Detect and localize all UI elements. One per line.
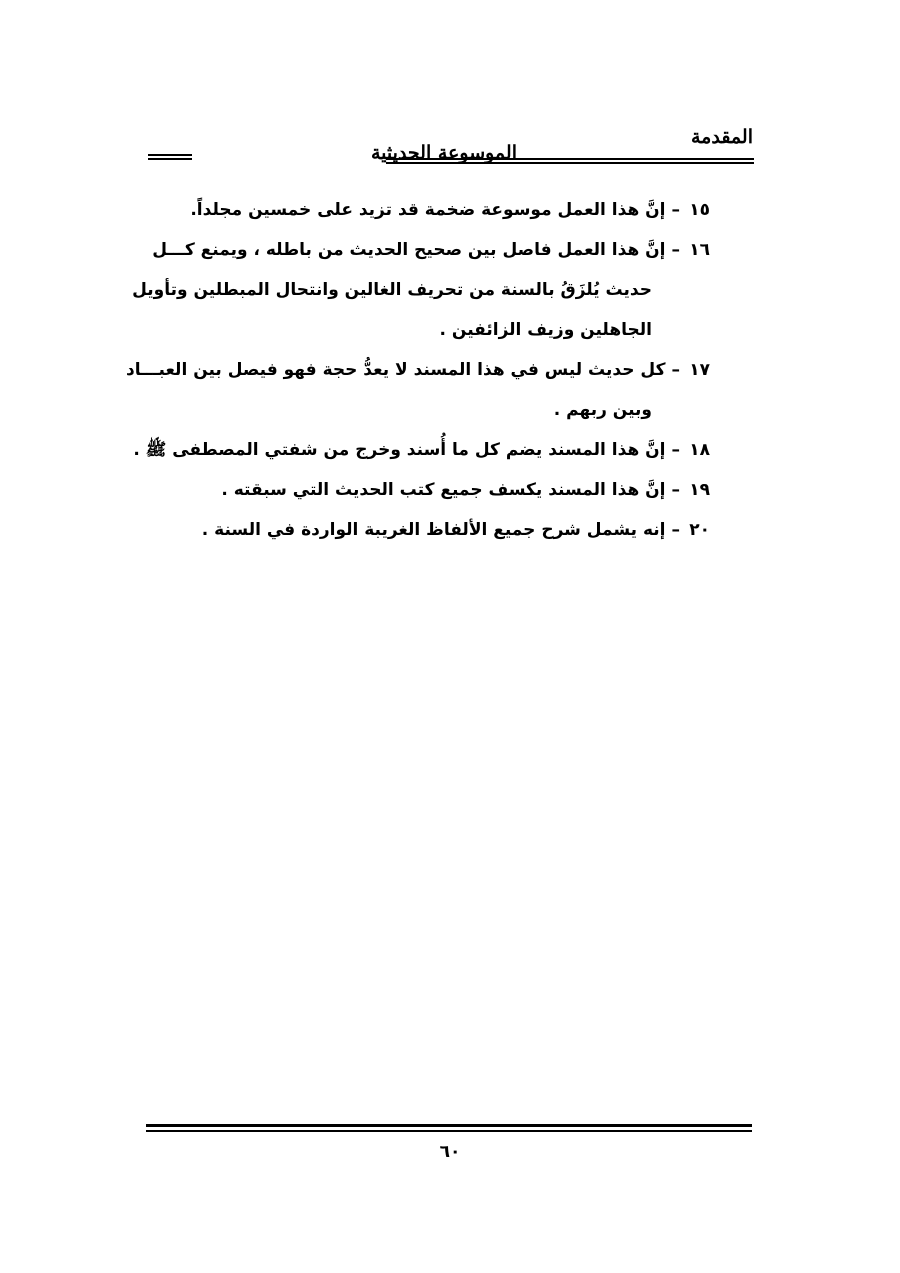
list-item-20 — [148, 510, 710, 550]
item-text: إنَّ هذا العمل موسوعة ضخمة قد تزيد على خمسين مجلداً. — [190, 200, 666, 220]
item-first-line — [133, 430, 710, 470]
item-text: إنَّ هذا المسند يكسف جميع كتب الحديث التي سبقته . — [221, 480, 666, 500]
item-first-line — [148, 190, 710, 230]
item-first-line — [148, 230, 710, 270]
item-continuation-line: وبين ربهم . — [553, 400, 652, 420]
item-list — [125, 190, 710, 550]
item-number: ١٦ — [689, 240, 710, 260]
list-item-17 — [125, 350, 710, 430]
list-item-16 — [132, 230, 710, 350]
item-dash: – — [671, 520, 680, 540]
item-dash: – — [671, 200, 680, 220]
item-dash: – — [671, 480, 680, 500]
item-first-line — [125, 350, 710, 390]
item-text: كل حديث ليس في هذا المسند لا يعدُّ حجة فهو فيصل بين العبـــاد — [125, 360, 666, 380]
book-title: الموسوعة الحديثية — [371, 142, 517, 164]
item-first-line — [148, 510, 710, 550]
item-dash: – — [671, 360, 680, 380]
page-number: ٦٠ — [439, 1142, 461, 1162]
item-continuation-line: حديث يُلزَقُ بالسنة من تحريف الغالين وانتحال المبطلين وتأويل — [132, 280, 652, 300]
item-number: ١٩ — [689, 480, 710, 500]
item-dash: – — [671, 440, 680, 460]
item-dash: – — [671, 240, 680, 260]
page-header — [148, 118, 753, 170]
item-number: ٢٠ — [689, 520, 710, 540]
list-item-19 — [148, 470, 710, 510]
footer-rule — [146, 1124, 752, 1127]
item-number: ١٧ — [689, 360, 710, 380]
item-number: ١٨ — [689, 440, 710, 460]
item-first-line — [148, 470, 710, 510]
list-item-18 — [133, 430, 710, 470]
header-rule-short — [148, 154, 192, 156]
item-text: إنه يشمل شرح جميع الألفاظ الغريبة الواردة في السنة . — [201, 520, 666, 540]
list-item-15 — [148, 190, 710, 230]
item-continuation-line: الجاهلين وزيف الزائفين . — [439, 320, 652, 340]
item-text: إنَّ هذا المسند يضم كل ما أُسند وخرج من شفتي المصطفى ﷺ . — [133, 440, 666, 460]
chapter-title: المقدمة — [690, 126, 753, 148]
item-text: إنَّ هذا العمل فاصل بين صحيح الحديث من باطله ، ويمنع كـــل — [152, 240, 666, 260]
item-number: ١٥ — [689, 200, 710, 220]
